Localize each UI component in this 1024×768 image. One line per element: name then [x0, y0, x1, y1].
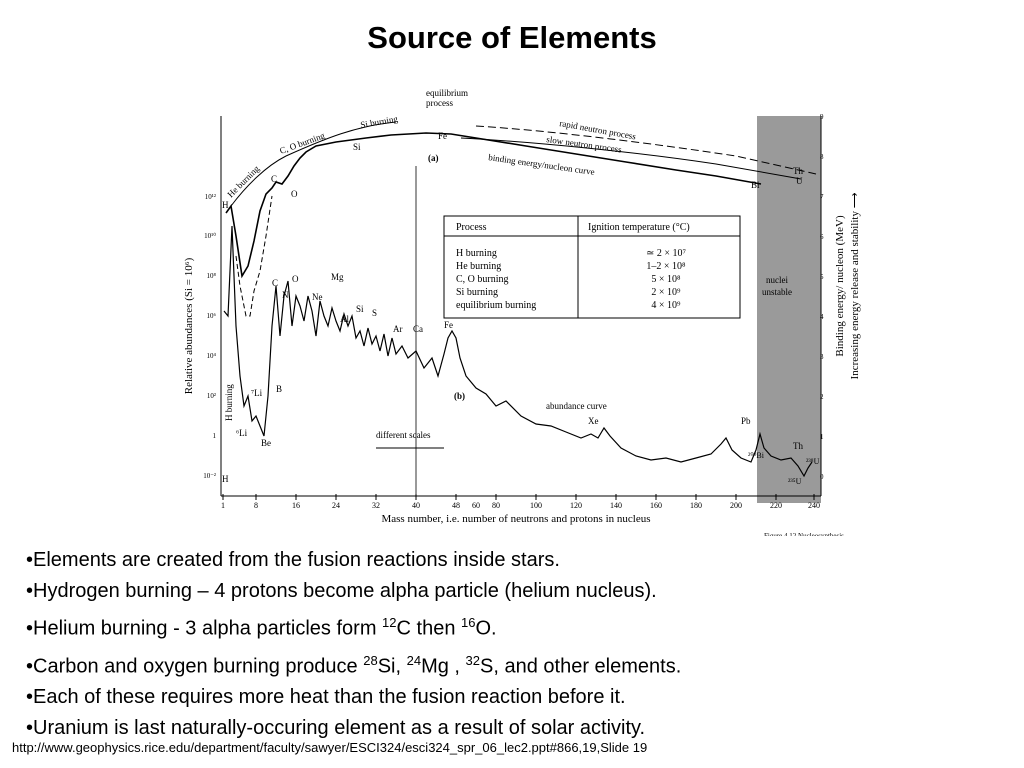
- nucleosynthesis-figure: [176, 76, 872, 536]
- nucleosynthesis-chart: [176, 76, 872, 536]
- x-tick: 180: [690, 501, 702, 510]
- caption-fragment: Figure 4.12 Nucleosynthesis: [764, 532, 844, 536]
- rapid-neutron-label: rapid neutron process: [558, 118, 637, 142]
- element-al: Al: [340, 314, 349, 324]
- x-tick: 140: [610, 501, 622, 510]
- element-c: C: [272, 278, 279, 288]
- element-o-top: O: [291, 189, 298, 199]
- x-tick: 1: [221, 501, 225, 510]
- bullet-list: [26, 545, 1006, 744]
- element-ar: Ar: [393, 324, 403, 334]
- bullet-text: •Elements are created from the fusion reactions inside stars.: [26, 549, 560, 571]
- h-burning-vertical-label: H burning: [224, 384, 234, 421]
- element-xe: Xe: [588, 416, 599, 426]
- x-tick: 160: [650, 501, 662, 510]
- y-left-tick: 1: [212, 432, 216, 440]
- element-s: S: [372, 308, 378, 318]
- different-scales-label: different scales: [376, 430, 431, 440]
- isotope-superscript: 16: [461, 615, 476, 630]
- abundance-curve-label: abundance curve: [546, 401, 607, 411]
- table-cell: Si burning: [456, 287, 498, 298]
- y-left-tick: 10²: [206, 392, 216, 400]
- element-o: O: [292, 274, 299, 284]
- element-th-top: Th: [793, 166, 803, 176]
- bullet-text: •Uranium is last naturally-occuring element as a result of solar activity.: [26, 717, 646, 740]
- table-cell: ≃ 2 × 10⁷: [645, 248, 687, 259]
- element-ne: Ne: [312, 292, 323, 302]
- element-h-low: H: [222, 474, 229, 484]
- y-right-tick: 0: [820, 473, 824, 481]
- element-li7: ⁷Li: [251, 388, 263, 398]
- y-left-tick: 10⁶: [206, 312, 216, 320]
- bullet-item: [26, 545, 1006, 576]
- element-pb: Pb: [741, 416, 751, 426]
- abundance-dashed-link: [236, 196, 272, 316]
- y-right-tick: 1: [820, 433, 824, 441]
- element-fe-top: Fe: [438, 131, 447, 141]
- x-axis-label: Mass number, i.e. number of neutrons and protons in nucleus: [381, 513, 651, 525]
- bullet-item: [26, 645, 1006, 683]
- table-header-temperature: Ignition temperature (°C): [588, 222, 690, 233]
- x-tick: 100: [530, 501, 542, 510]
- ignition-table: [444, 216, 740, 318]
- isotope-superscript: 28: [363, 652, 378, 668]
- table-cell: 1–2 × 10⁸: [646, 261, 686, 272]
- isotope-superscript: 24: [406, 652, 422, 668]
- bullet-text: •Helium burning - 3 alpha particles form: [26, 617, 383, 640]
- table-cell: C, O burning: [456, 274, 509, 285]
- slide-title: Source of Elements: [367, 20, 657, 55]
- y-right-tick: 4: [820, 313, 824, 321]
- element-c-top: C: [271, 174, 278, 184]
- x-tick: 8: [254, 501, 258, 510]
- he-burning-label: He burning: [225, 163, 262, 200]
- unstable-region: [757, 116, 821, 503]
- x-tick: 16: [292, 501, 300, 510]
- y-left-axis-label: Relative abundances (Si = 10⁶): [183, 257, 195, 395]
- element-bi209: ²⁰⁹Bi: [748, 451, 764, 460]
- table-cell: 5 × 10⁸: [651, 274, 681, 285]
- element-u235: ²³⁵U: [788, 477, 802, 486]
- y-right-tick: 6: [820, 233, 824, 241]
- equilibrium-label-2: process: [426, 98, 453, 108]
- y-right-axis-label-2: Increasing energy release and stability ⟶: [849, 192, 861, 380]
- y-left-tick: 10¹⁰: [204, 232, 216, 240]
- y-right-tick: 9: [820, 113, 824, 121]
- unstable-label-1: nuclei: [766, 275, 788, 285]
- x-tick: 60: [472, 501, 480, 510]
- bullet-text: Si,: [377, 655, 407, 678]
- bullet-text: •Each of these requires more heat than the fusion reaction before it.: [26, 686, 626, 709]
- si-burning-label: Si burning: [359, 113, 399, 130]
- y-left-tick-labels: [203, 193, 216, 480]
- element-si: Si: [356, 304, 364, 314]
- table-cell: equilibrium burning: [456, 300, 537, 311]
- table-header-process: Process: [456, 222, 487, 233]
- table-cell: 4 × 10⁹: [651, 300, 681, 311]
- element-h-top: H: [222, 200, 229, 210]
- element-ca: Ca: [413, 324, 423, 334]
- isotope-superscript: 32: [465, 652, 481, 668]
- element-b: B: [276, 384, 283, 394]
- bullet-text: C then: [396, 617, 461, 640]
- unstable-label-2: unstable: [762, 287, 792, 297]
- y-left-tick: 10⁴: [206, 352, 216, 360]
- panel-a-label: (a): [428, 153, 439, 163]
- panel-a-labels: [222, 88, 803, 210]
- element-be: Be: [261, 438, 271, 448]
- y-left-tick: 10⁻²: [203, 472, 216, 480]
- binding-energy-label: binding energy/nucleon curve: [487, 152, 596, 177]
- element-u238: ²³⁸U: [806, 457, 820, 466]
- x-tick: 40: [412, 501, 420, 510]
- bullet-item: [26, 607, 1006, 645]
- y-left-tick: 10⁸: [206, 272, 216, 280]
- element-n: N: [282, 290, 289, 300]
- table-cell: He burning: [456, 261, 502, 272]
- table-cell: 2 × 10⁹: [651, 287, 681, 298]
- bullet-item: [26, 576, 1006, 607]
- element-si-top: Si: [353, 142, 361, 152]
- element-mg: Mg: [331, 272, 344, 282]
- element-u-top: U: [796, 176, 803, 186]
- y-right-tick: 2: [820, 393, 824, 401]
- x-tick: 48: [452, 501, 460, 510]
- panel-b-label: (b): [454, 391, 465, 401]
- y-right-tick: 7: [820, 193, 824, 201]
- element-li6: ⁶Li: [236, 428, 248, 438]
- x-tick: 220: [770, 501, 782, 510]
- bullet-text: •Carbon and oxygen burning produce: [26, 655, 364, 678]
- x-tick-labels: [221, 501, 820, 510]
- y-left-tick: 10¹²: [204, 193, 216, 201]
- bullet-text: O.: [475, 617, 497, 640]
- element-bi-top: Bi: [751, 180, 760, 190]
- y-right-tick: 5: [820, 273, 824, 281]
- x-tick-marks: [223, 494, 814, 500]
- bullet-text: Mg ,: [421, 655, 466, 678]
- isotope-superscript: 12: [382, 615, 397, 630]
- element-fe: Fe: [444, 320, 453, 330]
- x-tick: 240: [808, 501, 820, 510]
- equilibrium-label: equilibrium: [426, 88, 468, 98]
- table-cell: H burning: [456, 248, 497, 259]
- x-tick: 200: [730, 501, 742, 510]
- x-tick: 24: [332, 501, 340, 510]
- x-tick: 32: [372, 501, 380, 510]
- y-right-axis-label-1: Binding energy/ nucleon (MeV): [834, 215, 846, 357]
- source-url: http://www.geophysics.rice.edu/department/faculty/sawyer/ESCI324/esci324_spr_06_lec2.ppt#866,19,Slide 19: [12, 740, 648, 755]
- y-right-tick: 8: [820, 153, 824, 161]
- bullet-text: S, and other elements.: [480, 655, 682, 678]
- bullet-text: •Hydrogen burning – 4 protons become alpha particle (helium nucleus).: [26, 580, 657, 602]
- element-th: Th: [793, 441, 803, 451]
- co-burning-label: C, O burning: [278, 130, 327, 156]
- y-right-tick: 3: [820, 353, 824, 361]
- bullet-item: [26, 682, 1006, 713]
- slow-neutron-label: slow neutron process: [545, 134, 623, 155]
- x-tick: 120: [570, 501, 582, 510]
- x-tick: 80: [492, 501, 500, 510]
